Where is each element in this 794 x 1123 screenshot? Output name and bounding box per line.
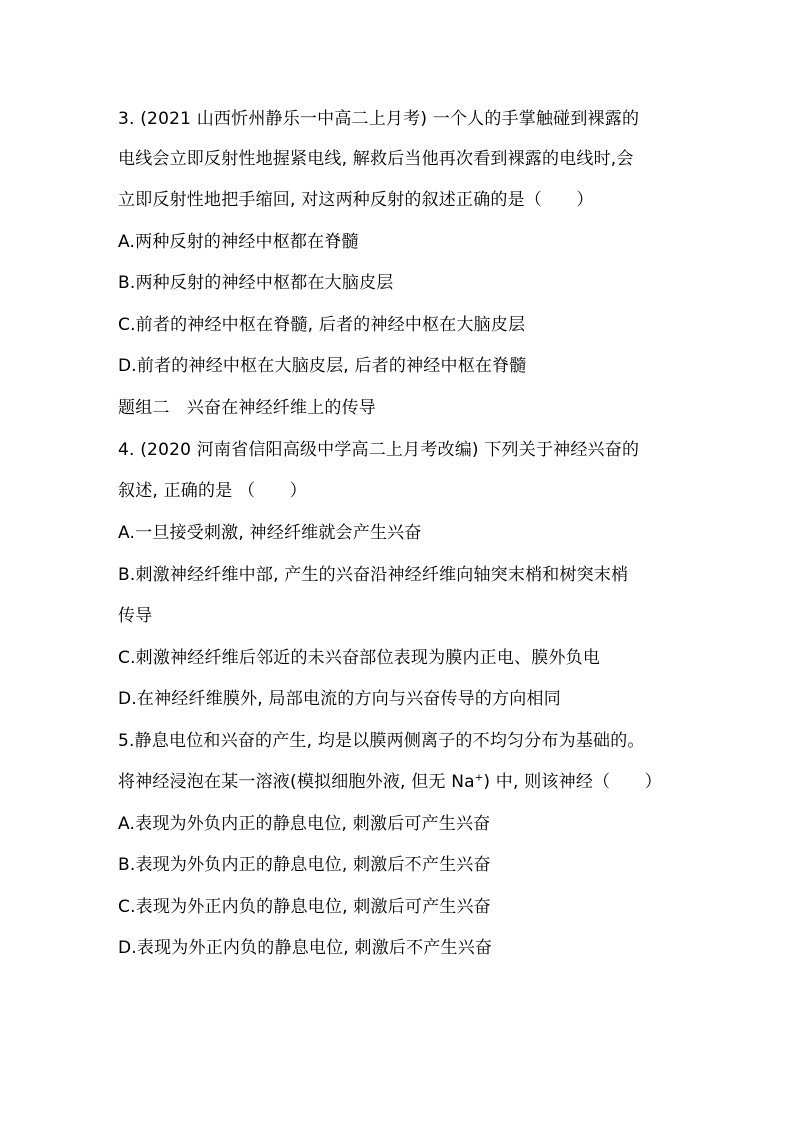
q5-stem-line-1: 5.静息电位和兴奋的产生, 均是以膜两侧离子的不均匀分布为基础的。 <box>118 731 645 751</box>
q3-stem-line-3: 立即反射性地把手缩回, 对这两种反射的叙述正确的是（ ） <box>118 190 594 210</box>
q4-option-c: C.刺激神经纤维后邻近的未兴奋部位表现为膜内正电、膜外负电 <box>118 648 601 668</box>
q3-option-b: B.两种反射的神经中枢都在大脑皮层 <box>118 273 394 293</box>
q5-stem-line-2-after: ) 中, 则该神经（ ） <box>483 772 662 792</box>
sodium-charge-superscript: + <box>474 772 484 784</box>
q3-option-a: A.两种反射的神经中枢都在脊髓 <box>118 232 359 252</box>
section-title: 题组二 兴奋在神经纤维上的传导 <box>118 398 376 418</box>
q5-stem-line-2 <box>118 770 662 794</box>
q5-option-b: B.表现为外负内正的静息电位, 刺激后不产生兴奋 <box>118 855 491 875</box>
q4-stem-line-1: 4. (2020 河南省信阳高级中学高二上月考改编) 下列关于神经兴奋的 <box>118 440 640 460</box>
q4-option-b-line-2: 传导 <box>118 606 153 626</box>
q3-stem-line-2: 电线会立即反射性地握紧电线, 解救后当他再次看到裸露的电线时,会 <box>118 149 634 169</box>
q5-option-c: C.表现为外正内负的静息电位, 刺激后可产生兴奋 <box>118 897 491 917</box>
q4-option-d: D.在神经纤维膜外, 局部电流的方向与兴奋传导的方向相同 <box>118 689 561 709</box>
q4-option-a: A.一旦接受刺激, 神经纤维就会产生兴奋 <box>118 523 422 543</box>
q5-option-a: A.表现为外负内正的静息电位, 刺激后可产生兴奋 <box>118 814 491 834</box>
q3-stem-line-1: 3. (2021 山西忻州静乐一中高二上月考) 一个人的手掌触碰到裸露的 <box>118 109 640 129</box>
q4-option-b-line-1: B.刺激神经纤维中部, 产生的兴奋沿神经纤维向轴突末梢和树突末梢 <box>118 565 629 585</box>
q5-stem-line-2-before: 将神经浸泡在某一溶液(模拟细胞外液, 但无 Na <box>118 772 475 792</box>
q3-option-d: D.前者的神经中枢在大脑皮层, 后者的神经中枢在脊髓 <box>118 356 527 376</box>
q4-stem-line-2: 叙述, 正确的是 （ ） <box>118 481 307 501</box>
q3-option-c: C.前者的神经中枢在脊髓, 后者的神经中枢在大脑皮层 <box>118 315 526 335</box>
q5-option-d: D.表现为外正内负的静息电位, 刺激后不产生兴奋 <box>118 938 493 958</box>
